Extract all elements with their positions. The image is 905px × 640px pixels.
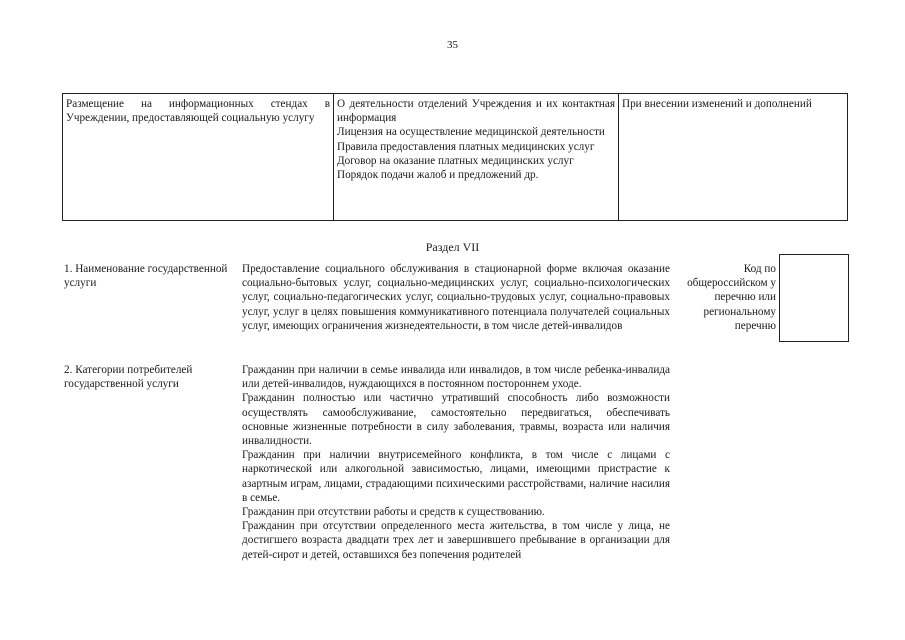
list-item: Правила предоставления платных медицинских услуг [337,140,595,153]
service-name-text: Предоставление социального обслуживания в стационарной форме включая оказание социально-бытовых услуг, социально-медицинских услуг, социально-психологических услуг, социально-педагогических услуг, социально-трудовых услуг, социально-правовых услуг, услуг в целях повышения коммуникативного потенциала получателей социальных услуг, имеющих ограничения жизнедеятельности, в том числе детей-инвалидов [242,263,670,332]
list-item: Лицензия на осуществление медицинской деятельности [337,126,605,139]
table-cell-frequency: При внесении изменений и дополнений [619,94,848,221]
category-paragraph: Гражданин при отсутствии работы и средств к существованию. [242,506,545,519]
page-number: 35 [447,39,458,51]
section-title: Раздел VII [425,240,480,254]
service-name-label: 1. Наименование государственной услуги [64,263,228,290]
table-cell-place: Размещение на информационных стендах в Учреждении, предоставляющей социальную услугу [63,94,334,221]
table-row [63,94,848,221]
list-item: О деятельности отделений Учреждения и их контактная информация [337,98,615,125]
category-paragraph: Гражданин при наличии внутрисемейного конфликта, в том числе с лицами с наркотической или алкогольной зависимостью, лицами, имеющими пристрастие к азартным играм, лицами, страдающими психическими расстройствами, наличие насилия в семье. [242,449,670,504]
category-paragraph: Гражданин при отсутствии определенного места жительства, в том числе у лица, не достигшего возраста двадцати трех лет и завершившего пребывание в организации для детей-сирот и детей, оставшихся без попечения родителей [242,520,670,561]
consumer-category-label: 2. Категории потребителей государственной услуги [64,364,193,391]
list-item: Порядок подачи жалоб и предложений др. [337,169,539,182]
info-table [62,93,848,221]
code-label: Код по общероссийском у перечню или региональному перечню [687,263,776,332]
consumer-category-text [242,363,670,562]
code-box [779,254,849,342]
table-cell-content [334,94,619,221]
category-paragraph: Гражданин полностью или частично утративший способность либо возможности осуществлять самообслуживание, самостоятельно передвигаться, обеспечивать основные жизненные потребности в силу заболевания, травмы, возраста или наличия инвалидности. [242,392,670,448]
category-paragraph: Гражданин при наличии в семье инвалида или инвалидов, в том числе ребенка-инвалида или детей-инвалидов, нуждающихся в постоянном постороннем уходе. [242,364,670,391]
list-item: Договор на оказание платных медицинских услуг [337,154,574,167]
